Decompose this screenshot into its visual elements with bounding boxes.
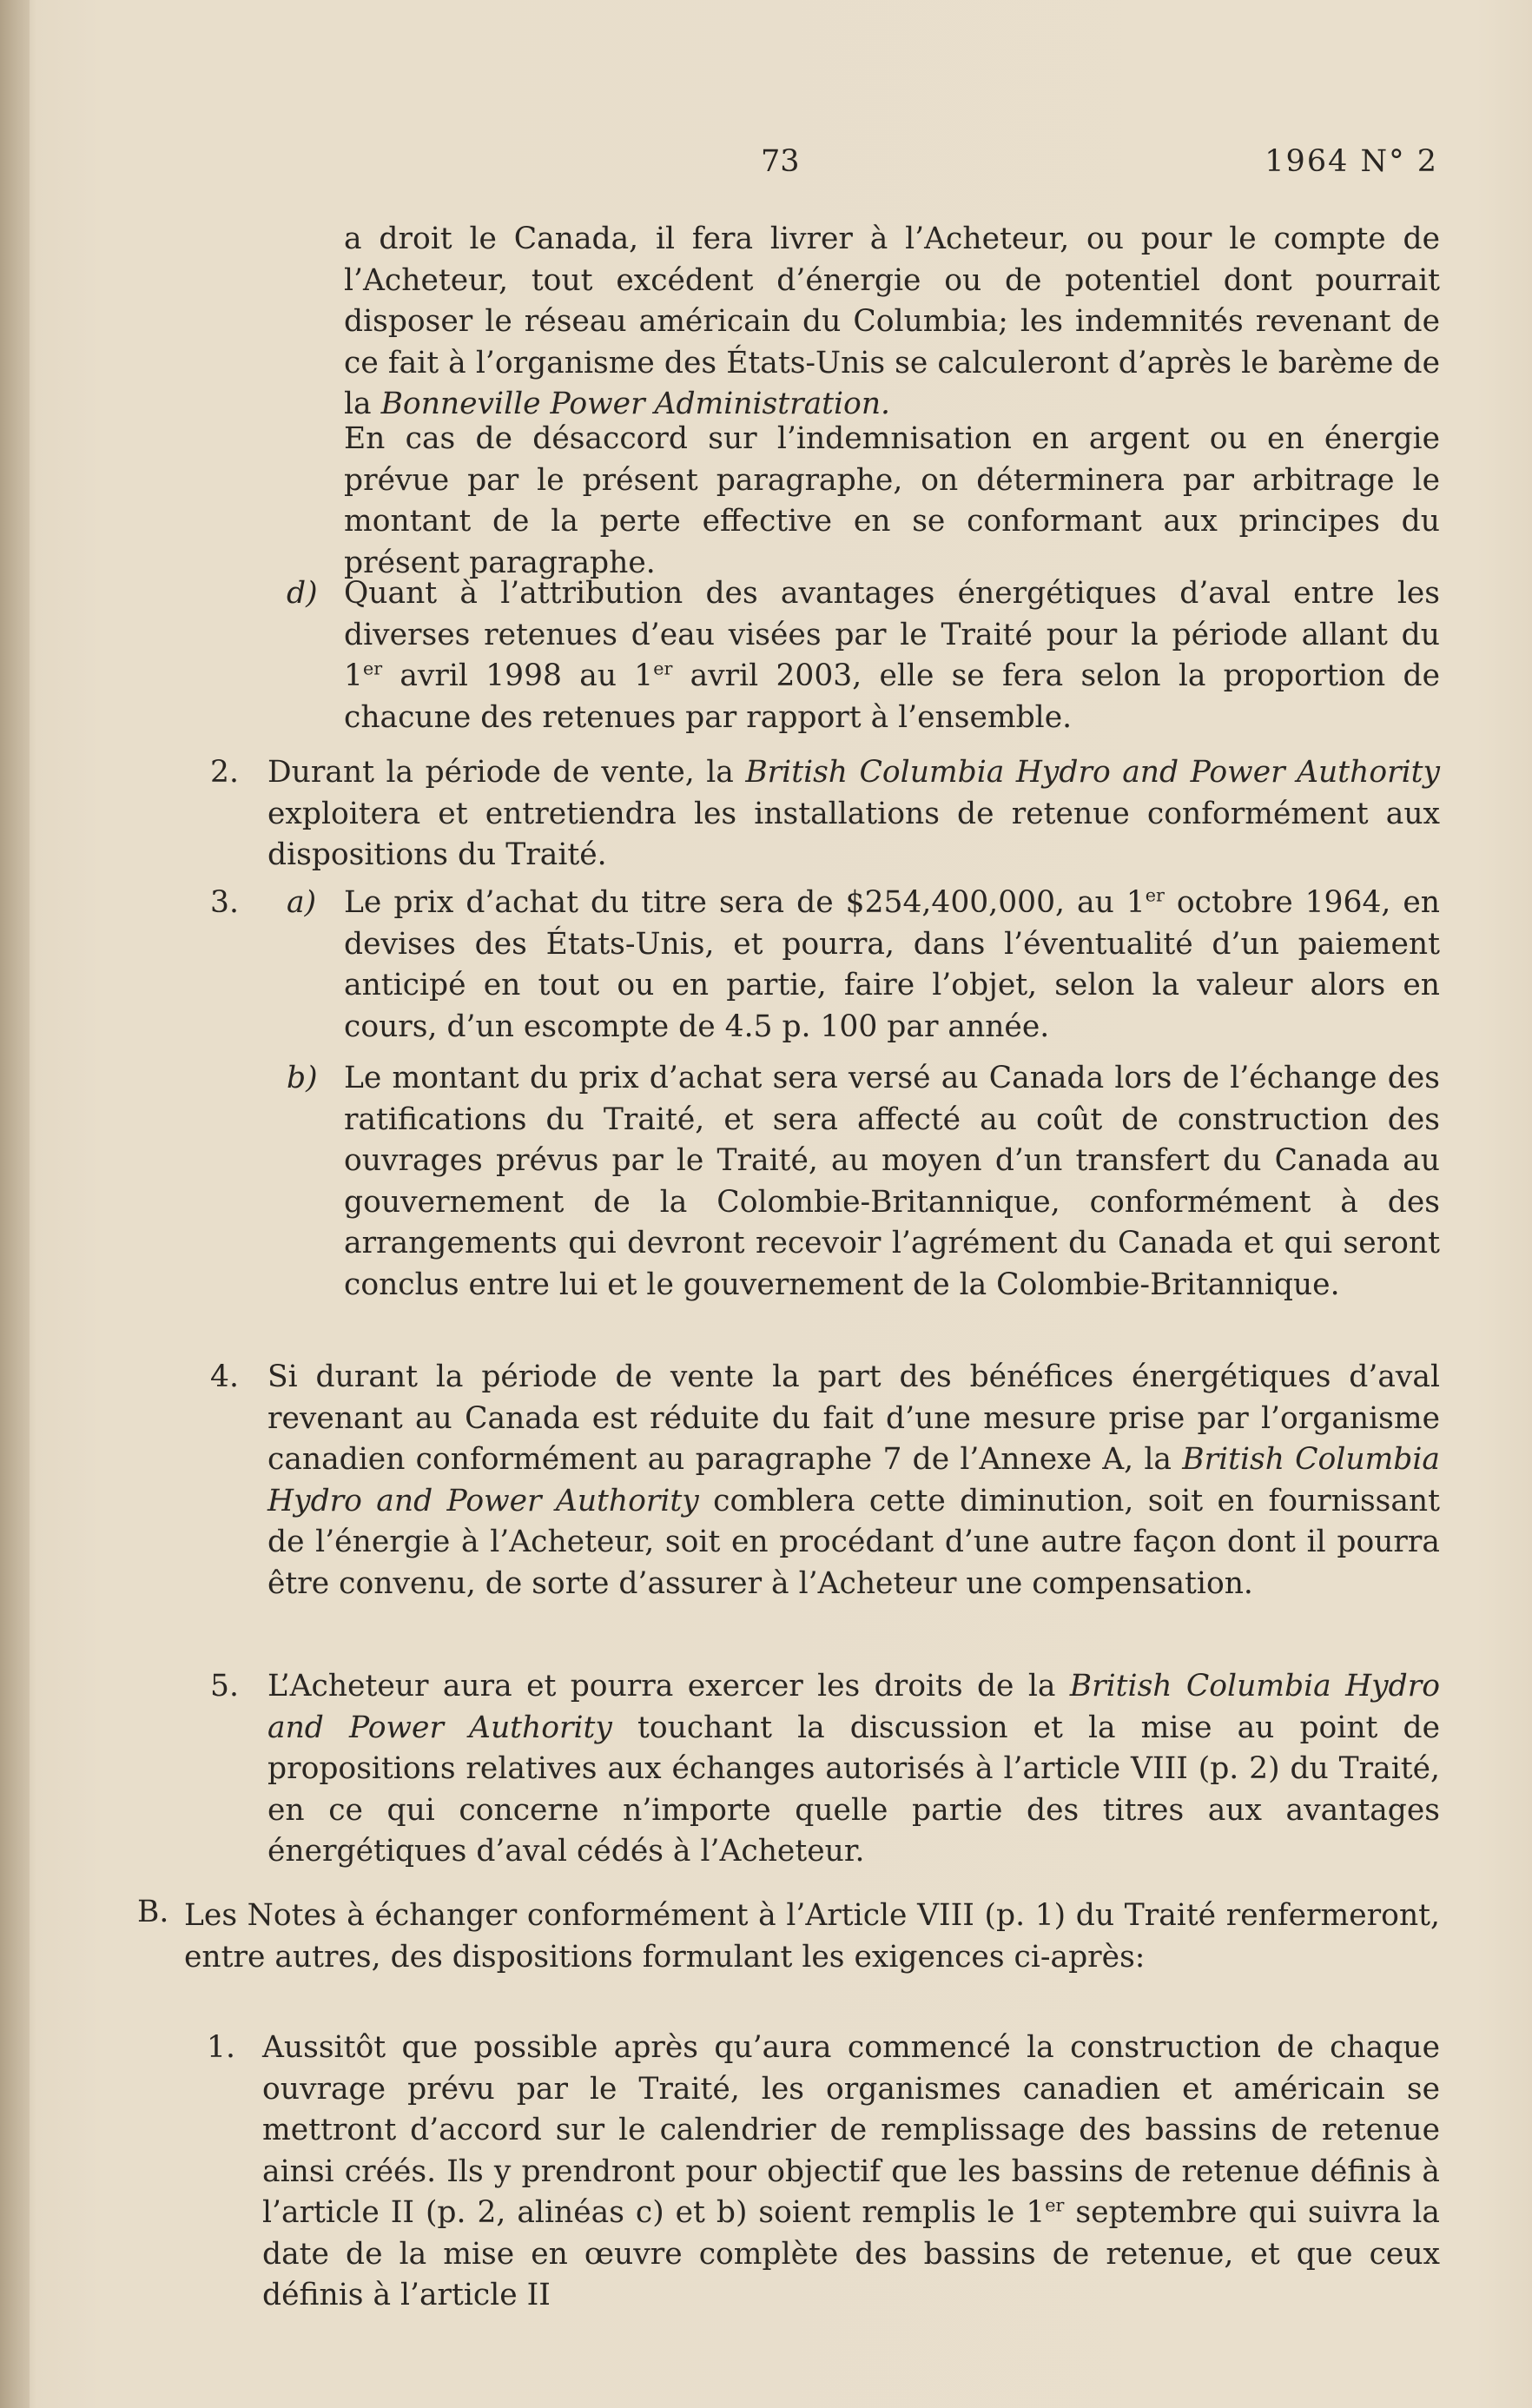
text-segment: septembre qui suivra la date de la mise en œuvre complète des bassins de retenue, et que ceux définis à l’article II — [262, 2195, 1441, 2312]
text-segment: octobre 1964, en devises des États-Unis, et pourra, dans l’éventualité d’un paiement anticipé en tout ou en partie, faire l’objet, selon la valeur alors en cours, d’un escompte de 4.5 p. 100 par année. — [344, 885, 1441, 1044]
section-b-text — [184, 1895, 1440, 1978]
publication-number: 1964 N° 2 — [1265, 144, 1438, 179]
item-5-text — [267, 1666, 1440, 1873]
text-segment: Durant la période de vente, la — [267, 755, 746, 790]
text-segment: avril 2003, elle se fera selon la proportion de chacune des retenues par rapport à l’ensemble. — [344, 658, 1440, 735]
b-item-1-text — [262, 2028, 1440, 2317]
item-3b-text — [344, 1058, 1440, 1306]
superscript: er — [362, 658, 383, 679]
superscript: er — [1145, 884, 1165, 906]
item-2-text — [267, 752, 1440, 877]
item-3-label: 3. — [210, 885, 239, 920]
italic-text: British Columbia Hydro and Power Authority — [267, 1669, 1440, 1745]
text-segment: L’Acheteur aura et pourra exercer les droits de la — [267, 1669, 1070, 1703]
text-segment: Aussitôt que possible après qu’aura commencé la construction de chaque ouvrage prévu par le Traité, les organismes canadien et américain se mettront d’accord sur le calendrier de remplissage des bassins de retenue ainsi créés. Ils y prendront pour objectif que les bassins de retenue définis à l’article II (p. 2, alinéas c) et b) soient remplis le 1 — [262, 2030, 1440, 2230]
text-segment: Les Notes à échanger conformément à l’Article VIII (p. 1) du Traité renfermeront, entre autres, des dispositions formulant les exigences ci-après: — [184, 1898, 1440, 1975]
paragraph-c-continuation — [344, 219, 1440, 426]
item-d-label: d) — [287, 576, 318, 611]
paragraph-text: a droit le Canada, il fera livrer à l’Acheteur, ou pour le compte de l’Acheteur, tout excédent d’énergie ou de potentiel dont pourrait disposer le réseau américain du Columbia; les indemnités revenant de ce fait à l’organisme des États-Unis se calculeront d’après le barème de la — [344, 222, 1440, 421]
item-3b-label: b) — [287, 1061, 318, 1095]
text-segment: Le prix d’achat du titre sera de $254,400,000, au 1 — [344, 885, 1146, 920]
italic-text: British Columbia Hydro and Power Authority — [745, 755, 1440, 790]
item-2-label: 2. — [210, 755, 239, 790]
text-segment: Si durant la période de vente la part des bénéfices énergétiques d’aval revenant au Canada est réduite du fait d’une mesure prise par l’organisme canadien conformément au paragraphe 7 de l’Annexe A, la — [267, 1359, 1440, 1477]
item-5-label: 5. — [210, 1669, 239, 1703]
text-segment: comblera cette diminution, soit en fournissant de l’énergie à l’Acheteur, soit en procédant d’une autre façon dont il pourra être convenu, de sorte d’assurer à l’Acheteur une compensation. — [267, 1483, 1441, 1601]
page-number: 73 — [761, 144, 800, 179]
italic-text: Bonneville Power Administration. — [380, 387, 891, 421]
item-3a-text — [344, 883, 1440, 1048]
section-b-label: B. — [137, 1895, 169, 1929]
italic-text: British Columbia Hydro and Power Authority — [267, 1442, 1440, 1518]
superscript: er — [1045, 2194, 1065, 2216]
text-segment: exploitera et entretiendra les installations de retenue conformément aux dispositions du Traité. — [267, 796, 1440, 872]
text-segment: Le montant du prix d’achat sera versé au Canada lors de l’échange des ratifications du Traité, et sera affecté au coût de construction des ouvrages prévus par le Traité, au moyen d’un transfert du Canada au gouvernement de la Colombie-Britannique, conformément à des arrangements qui devront recevoir l’agrément du Canada et qui seront conclus entre lui et le gouvernement de la Colombie-Britannique. — [344, 1061, 1440, 1302]
item-3a-label: a) — [287, 885, 317, 920]
binding-shadow — [0, 0, 30, 2408]
text-segment: touchant la discussion et la mise au point de propositions relatives aux échanges autorisés à l’article VIII (p. 2) du Traité, en ce qui concerne n’importe quelle partie des titres aux avantages énergétiques d’aval cédés à l’Acheteur. — [267, 1710, 1440, 1869]
paragraph-text: En cas de désaccord sur l’indemnisation en argent ou en énergie prévue par le présent paragraphe, on déterminera par arbitrage le montant de la perte effective en se conformant aux principes du présent paragraphe. — [344, 421, 1440, 580]
page-header — [0, 144, 1532, 188]
item-4-label: 4. — [210, 1359, 239, 1394]
paragraph-disagreement — [344, 419, 1440, 584]
text-segment: Quant à l’attribution des avantages énergétiques d’aval entre les diverses retenues d’eau visées par le Traité pour la période allant du 1 — [344, 576, 1440, 693]
item-d-text — [344, 573, 1440, 738]
b-item-1-label: 1. — [207, 2030, 235, 2065]
item-4-text — [267, 1357, 1440, 1604]
text-segment: avril 1998 au 1 — [382, 658, 654, 693]
superscript: er — [653, 658, 673, 679]
